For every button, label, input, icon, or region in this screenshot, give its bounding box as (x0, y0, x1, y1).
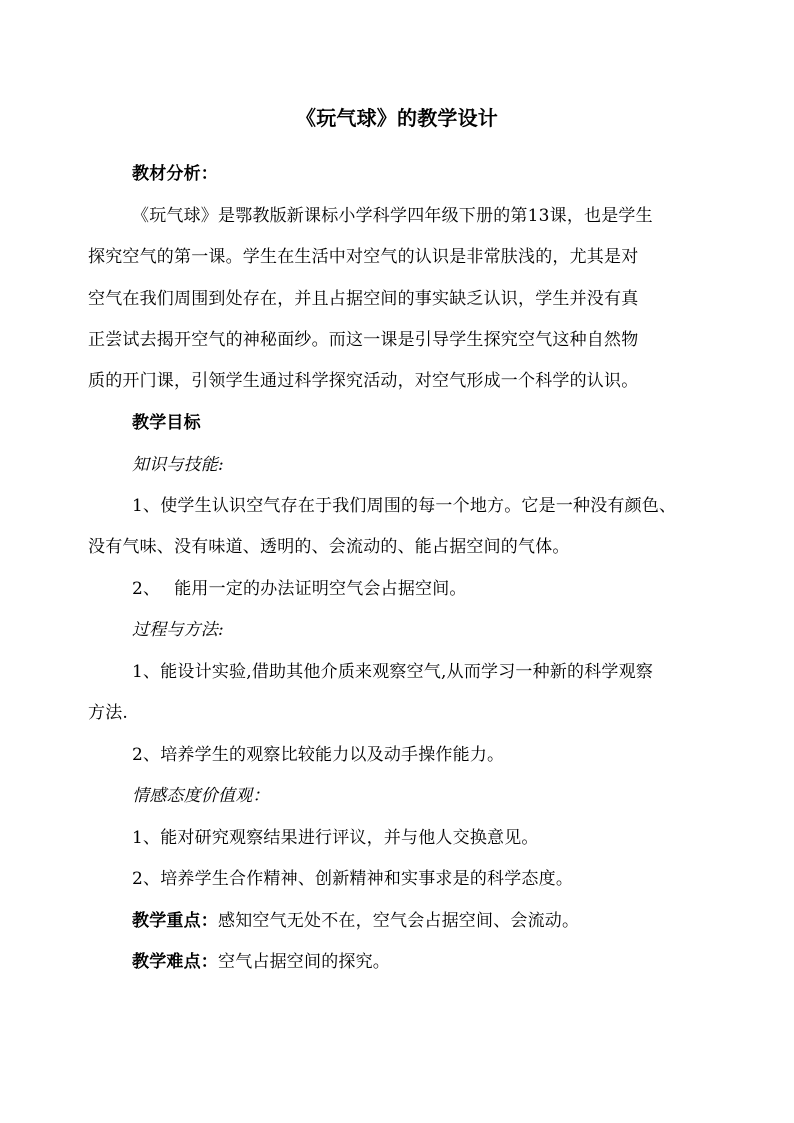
key-point-row (132, 909, 710, 933)
analysis-line-1: 《玩气球》是鄂教版新课标小学科学四年级下册的第13课，也是学生 (132, 206, 653, 226)
difficulty-row (132, 950, 710, 974)
process-heading: 过程与方法: (132, 620, 224, 640)
attitude-heading: 情感态度价值观： (132, 786, 270, 806)
key-point-label: 教学重点： (132, 911, 218, 931)
attitude-item-1: 1、能对研究观察结果进行评议，并与他人交换意见。 (132, 828, 539, 848)
knowledge-heading: 知识与技能: (132, 455, 224, 475)
knowledge-item-1-line-1: 1、使学生认识空气存在于我们周围的每一个地方。它是一种没有颜色、 (132, 496, 677, 516)
analysis-line-2: 探究空气的第一课。学生在生活中对空气的认识是非常肤浅的，尤其是对 (88, 247, 639, 267)
analysis-line-4: 正尝试去揭开空气的神秘面纱。而这一课是引导学生探究空气这种自然物 (88, 330, 639, 350)
difficulty-label: 教学难点： (132, 952, 218, 972)
process-item-2: 2、培养学生的观察比较能力以及动手操作能力。 (132, 745, 505, 765)
difficulty-text: 空气占据空间的探究。 (218, 952, 390, 972)
analysis-line-3: 空气在我们周围到处存在，并且占据空间的事实缺乏认识，学生并没有真 (88, 289, 639, 309)
document-title: 《玩气球》的教学设计 (296, 106, 498, 130)
process-item-1-line-2: 方法. (88, 703, 129, 723)
process-item-1-line-1: 1、能设计实验,借助其他介质来观察空气,从而学习一种新的科学观察 (132, 662, 654, 682)
attitude-item-2: 2、培养学生合作精神、创新精神和实事求是的科学态度。 (132, 869, 574, 889)
knowledge-item-2-text: 能用一定的办法证明空气会占据空间。 (174, 579, 467, 599)
knowledge-item-2 (132, 577, 710, 601)
analysis-line-5: 质的开门课，引领学生通过科学探究活动，对空气形成一个科学的认识。 (88, 371, 639, 391)
knowledge-item-2-number: 2、 (132, 579, 161, 599)
knowledge-item-1-line-2: 没有气味、没有味道、透明的、会流动的、能占据空间的气体。 (88, 537, 570, 557)
key-point-text: 感知空气无处不在，空气会占据空间、会流动。 (218, 911, 580, 931)
analysis-heading: 教材分析： (132, 164, 218, 184)
goals-heading: 教学目标 (132, 413, 201, 433)
